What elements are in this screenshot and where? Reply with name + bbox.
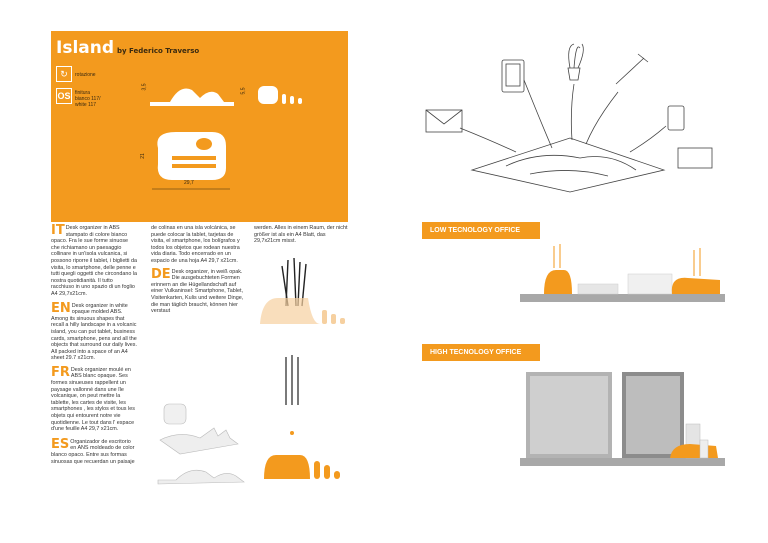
paragraph-fr: FR Desk organizer moulé en ABS blanc opaque. Ses formes sinueuses rappellent un paysage vallonné dans une île volcanique, on peut mettre la tablette, les cartes de visite, les smartphones , les stylos et tous les objets qui entourent notre vie quotidienne. Le tout dans l' espace d'une feuille A4 29,7 x21cm. bbox=[51, 364, 135, 433]
paragraph-de: DE Desk organizer, in weiß opak. Die ausgebuchteten Formen erinnern an die Hügellandschaft auf einer Vulkaninsel: Smartphone, Tablet, Visitenkarten, Kulis und weitere Dinge, die man täglich braucht, können hier verstaut bbox=[151, 266, 244, 315]
text-column-2 bbox=[151, 225, 246, 315]
header-panel bbox=[51, 31, 348, 222]
byline: by Federico Traverso bbox=[117, 47, 200, 55]
rotation-icon: ↻ bbox=[56, 66, 72, 82]
depth-dim: 21 bbox=[139, 153, 146, 159]
paragraph-es-cont: de colinas en una isla volcánica, se puede colocar la tablet, tarjetas de visita, el smartphone, los bolígrafos y todos los objetos que rodean nuestra vida diaria. Todo encerrado en un espacio de una hoja A4 29,7 x21cm. bbox=[151, 225, 240, 264]
paragraph-de-cont: werden. Alles in einem Raum, der nicht größer ist als ein A4 Blatt, das 29,7x21cm misst. bbox=[254, 225, 348, 245]
side-view-drawing bbox=[140, 80, 240, 110]
rotation-label: rotazione bbox=[75, 72, 96, 78]
height-dim-2: 5,5 bbox=[240, 87, 247, 95]
paragraph-it: IT Desk organizer in ABS stampato di colore bianco opaco. Fra le sue forme sinuose che richiamano un paesaggio collinare in un'isola vulcanica, si possono riporre il tablet, i biglietti da visita, lo smartphone, delle penne e tutti quegli oggetti che circondano la nostra quotidianità. Il tutto racchiuso in uno spazio di un foglio A4 29,7x21cm. bbox=[51, 223, 138, 297]
top-view-drawing bbox=[150, 128, 230, 184]
concept-sketch bbox=[420, 40, 720, 200]
height-dim-1: 3,5 bbox=[141, 83, 148, 91]
low-tech-band: LOW TECNOLOGY OFFICE bbox=[422, 222, 540, 239]
finish-label: finitura bianco 117/ white 117 bbox=[75, 90, 101, 108]
paragraph-en: EN Desk organizer in white opaque molded ABS. Among its sinuous shapes that recall a hilly landscape in a volcanic island, you can put tablet, business cards, smartphone, pens and all the objects that surround our daily lives. All packed into a space of an A4 sheet 29.7 x21cm. bbox=[51, 300, 137, 362]
front-view-drawing bbox=[252, 82, 312, 108]
width-dim-line bbox=[152, 186, 230, 192]
product-render-angled bbox=[160, 400, 240, 456]
paragraph-es: ES Organizador de escritorio en ANS moldeado de color blanco opaco. Entre sus formas sinuosas que recuerdan un paisaje bbox=[51, 436, 135, 465]
orange-holder-illustration bbox=[258, 355, 348, 485]
high-tech-illustration bbox=[520, 370, 725, 470]
high-tech-band: HIGH TECNOLOGY OFFICE bbox=[422, 344, 540, 361]
os-icon: OS bbox=[56, 88, 72, 104]
width-dim: 29,7 bbox=[184, 180, 194, 186]
low-tech-illustration bbox=[520, 240, 725, 304]
text-column-3 bbox=[254, 225, 348, 245]
pens-in-holder-illustration bbox=[258, 258, 348, 328]
text-column-1 bbox=[51, 225, 137, 465]
product-render-side bbox=[156, 464, 246, 486]
product-title: Island by Federico Traverso bbox=[56, 38, 200, 58]
